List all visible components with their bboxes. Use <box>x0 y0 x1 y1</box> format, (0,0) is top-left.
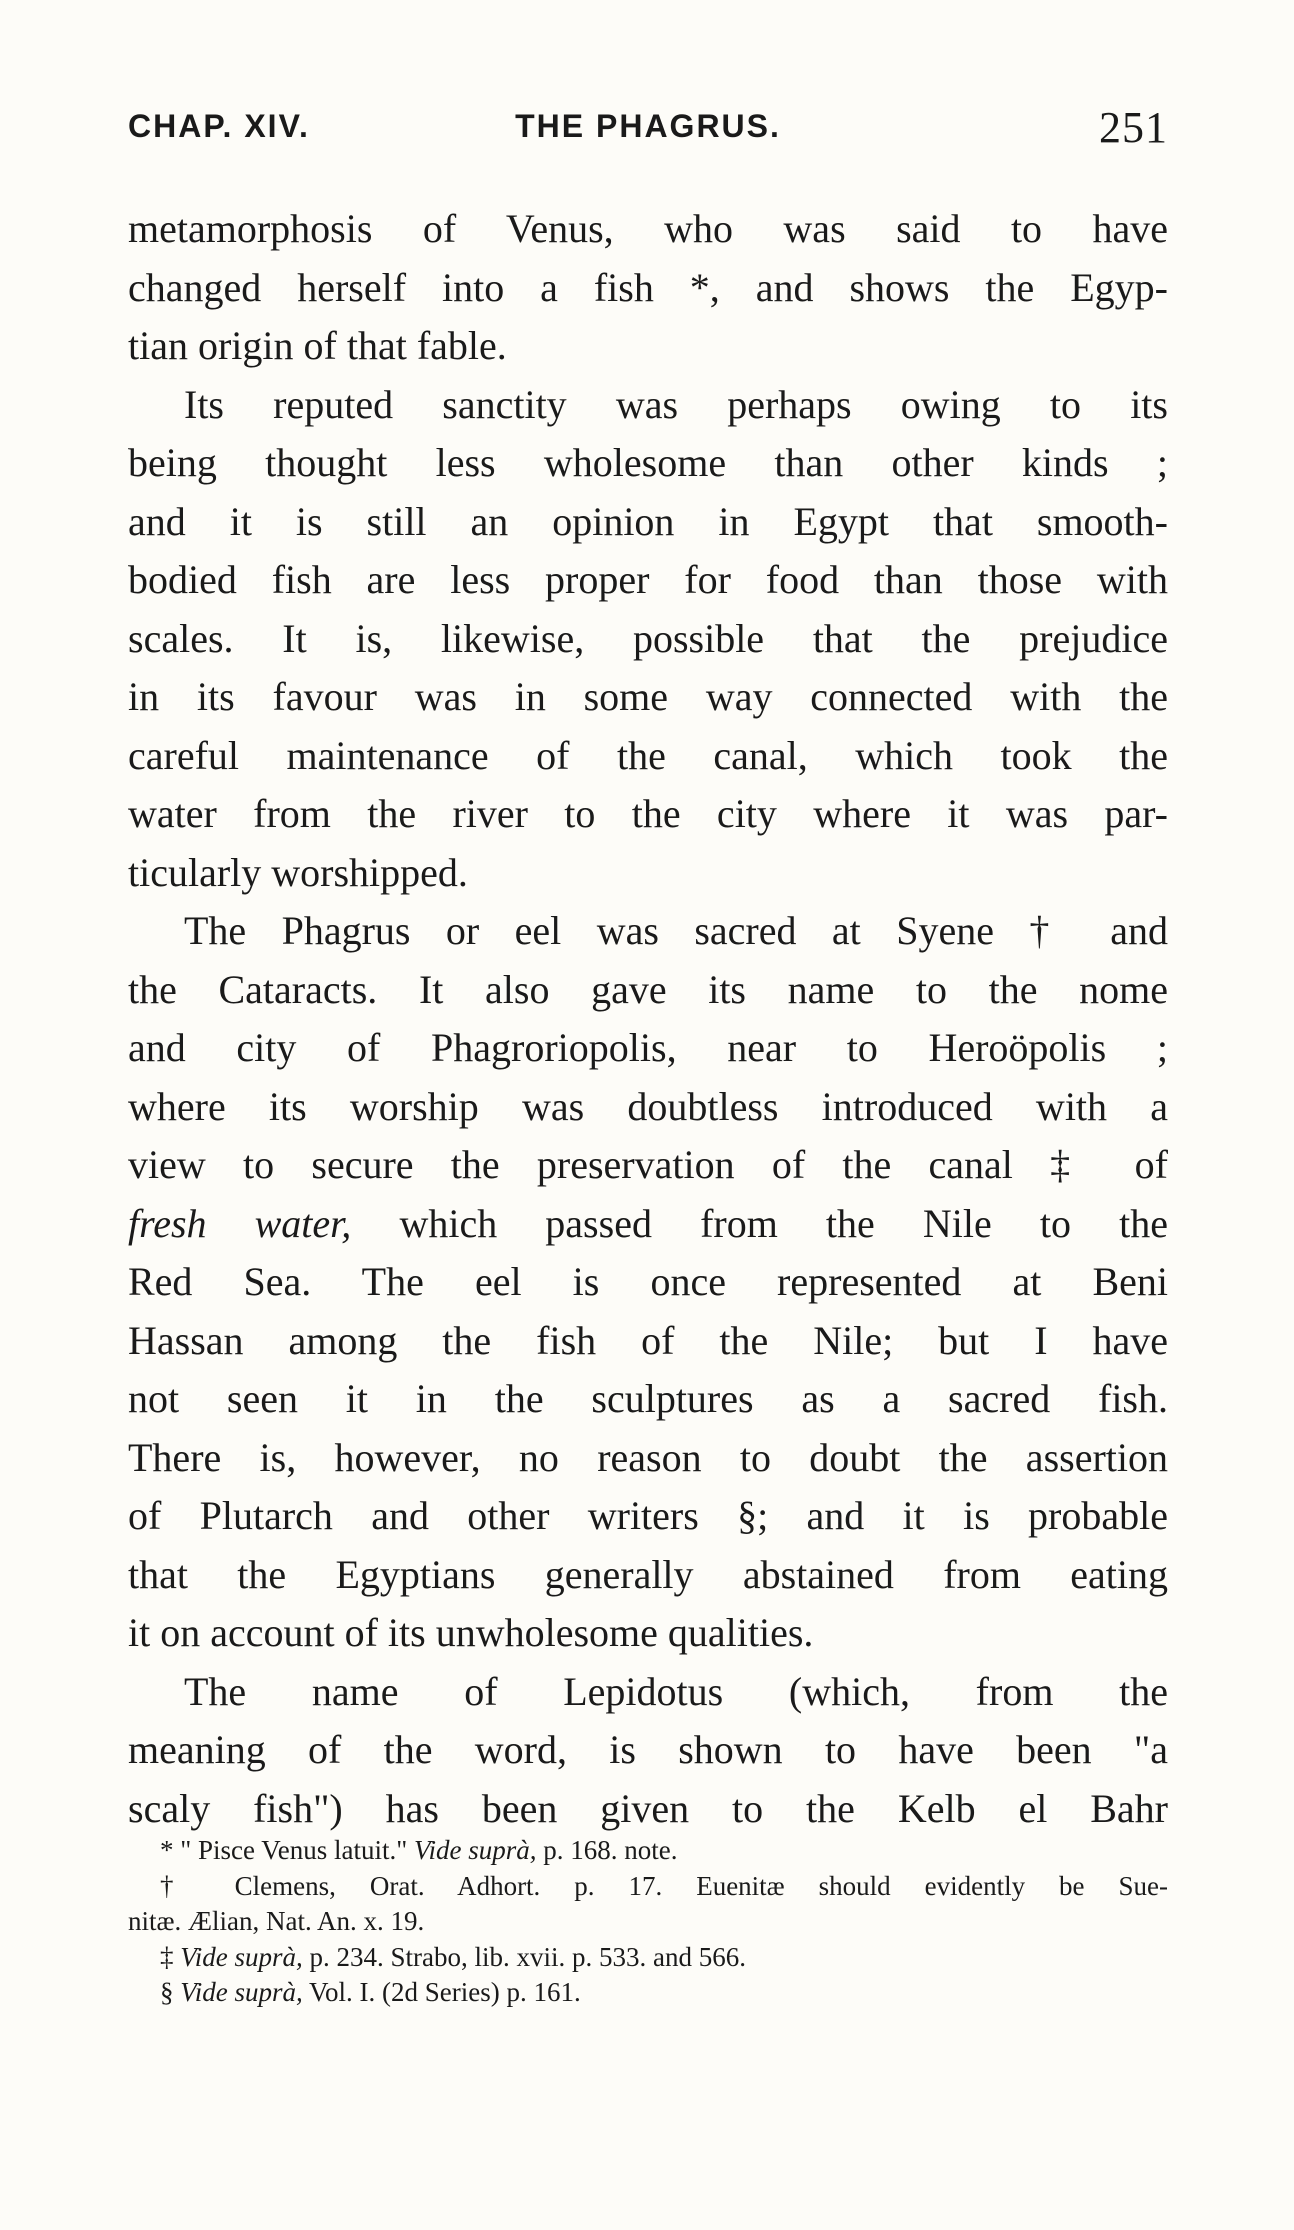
footnote <box>128 1975 1168 2011</box>
text-line: changed herself into a fish *, and shows the Egyp- <box>128 264 1168 310</box>
page-number: 251 <box>1099 103 1168 152</box>
text-line: bodied fish are less proper for food than those with <box>128 557 1168 602</box>
text-line: and city of Phagroriopolis, near to Heroöpolis ; <box>128 1025 1168 1070</box>
footnote <box>128 1940 1168 1976</box>
text-line: The name of Lepidotus (which, from the <box>184 1668 1168 1714</box>
running-header <box>128 103 1168 158</box>
footnote-continuation: nitæ. Ælian, Nat. An. x. 19. <box>128 1906 425 1936</box>
text-line: There is, however, no reason to doubt the assertion <box>128 1434 1168 1480</box>
text-line: Hassan among the fish of the Nile; but I have <box>128 1317 1168 1363</box>
text-line-with-italic <box>128 1195 1168 1254</box>
text-line: it on account of its unwholesome qualities. <box>128 1610 814 1655</box>
footnote <box>128 1833 1168 1869</box>
text-line: scaly fish") has been given to the Kelb el Bahr <box>128 1785 1168 1831</box>
text-line: Red Sea. The eel is once represented at Beni <box>128 1259 1168 1304</box>
italic-phrase: fresh water, <box>128 1200 352 1246</box>
text-line: in its favour was in some way connected with the <box>128 674 1168 719</box>
footnote-text: p. 168. note. <box>543 1835 678 1865</box>
text-line: tian origin of that fable. <box>128 323 507 368</box>
text-line: not seen it in the sculptures as a sacred fish. <box>128 1376 1168 1421</box>
text-line: scales. It is, likewise, possible that the prejudice <box>128 615 1168 661</box>
running-title: THE PHAGRUS. <box>515 108 781 144</box>
text-line: being thought less wholesome than other kinds ; <box>128 440 1168 485</box>
text-line: and it is still an opinion in Egypt that smooth- <box>128 498 1168 544</box>
footnote-mark: ‡ <box>160 1941 174 1972</box>
footnote-italic: Vide suprà, <box>180 1977 303 2007</box>
text-line: The Phagrus or eel was sacred at Syene † and <box>184 908 1168 953</box>
footnote-italic: Vide suprà, <box>180 1941 303 1972</box>
footnote-text: " Pisce Venus latuit." <box>180 1835 408 1865</box>
text-line: of Plutarch and other writers §; and it is probable <box>128 1493 1168 1538</box>
text-line: the Cataracts. It also gave its name to the nome <box>128 966 1168 1012</box>
text-line: metamorphosis of Venus, who was said to have <box>128 206 1168 251</box>
text-line: Its reputed sanctity was perhaps owing to its <box>184 381 1168 427</box>
text-line: water from the river to the city where it was par- <box>128 791 1168 836</box>
text-line: where its worship was doubtless introduced with a <box>128 1083 1168 1129</box>
body-text <box>128 200 1168 1838</box>
text-line: ticularly worshipped. <box>128 849 468 895</box>
footnote-text: Vol. I. (2d Series) p. 161. <box>309 1977 581 2007</box>
footnote-text: p. 234. Strabo, lib. xvii. p. 533. and 566. <box>309 1941 746 1972</box>
footnote-italic: Vide suprà, <box>414 1835 537 1865</box>
text-line: careful maintenance of the canal, which took the <box>128 732 1168 778</box>
chapter-label: CHAP. XIV. <box>128 108 310 144</box>
footnotes <box>128 1833 1168 2011</box>
text-line-rest: which passed from the Nile to the <box>399 1200 1168 1246</box>
text-line: that the Egyptians generally abstained from eating <box>128 1551 1168 1597</box>
footnote-mark: * <box>160 1835 174 1865</box>
footnote: † Clemens, Orat. Adhort. p. 17. Euenitæ should evidently be Sue- <box>160 1870 1168 1901</box>
text-line: meaning of the word, is shown to have been "a <box>128 1727 1168 1772</box>
text-line: view to secure the preservation of the canal ‡ of <box>128 1142 1168 1187</box>
footnote-mark: § <box>160 1977 174 2007</box>
